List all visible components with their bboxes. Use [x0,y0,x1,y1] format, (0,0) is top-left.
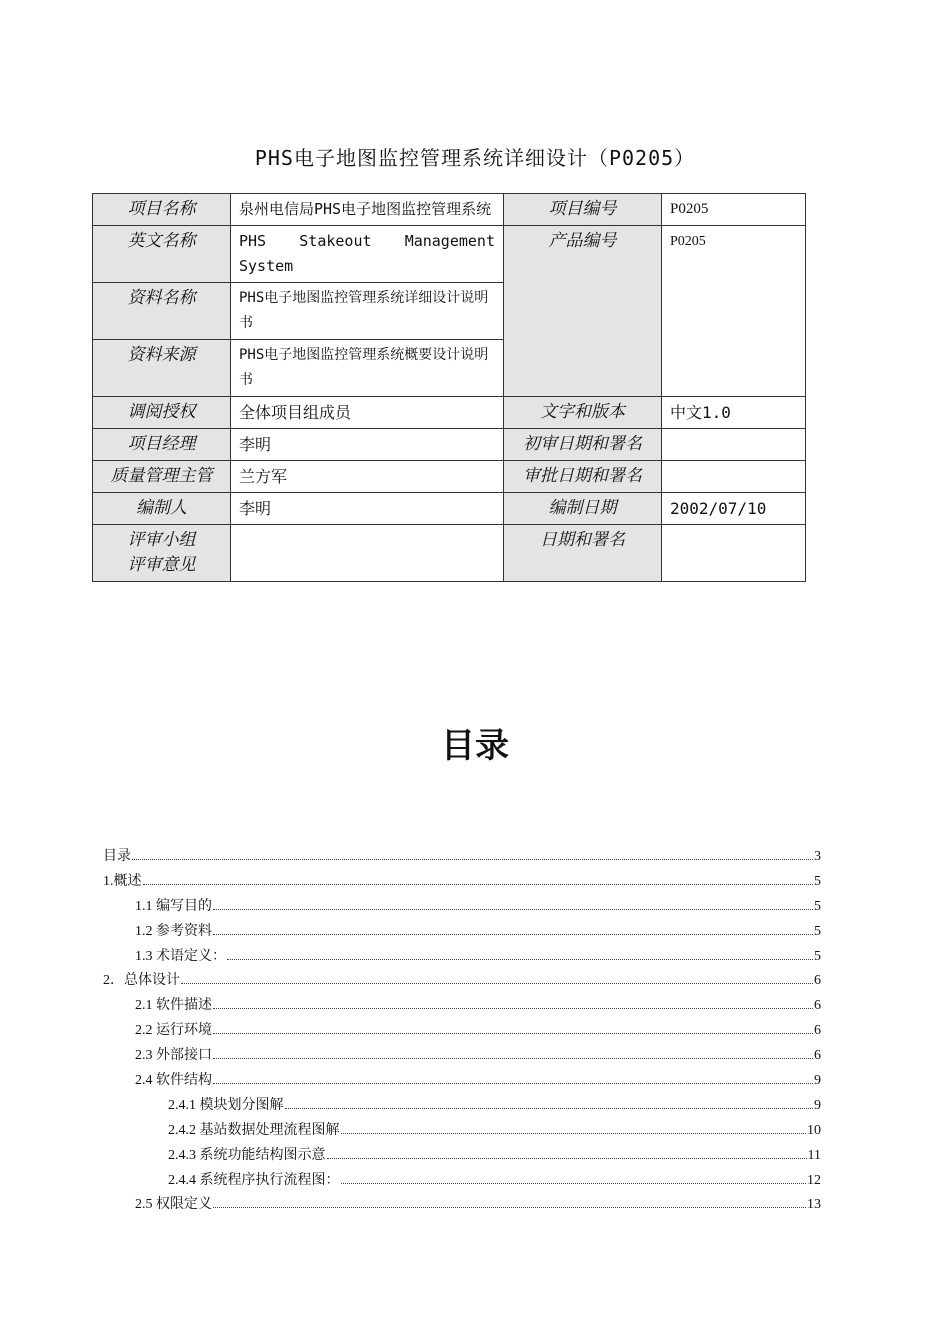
toc-entry-page: 12 [807,1172,821,1188]
toc-entry[interactable] [103,893,821,918]
english-name-line-2: System [239,257,294,275]
toc-entry-page: 6 [814,998,821,1014]
qa-value: 兰方军 [231,461,504,493]
table-of-contents [103,843,821,1216]
doc-name-value: PHS电子地图监控管理系统详细设计说明书 [231,283,504,340]
english-name-value [231,226,504,283]
table-row [93,429,806,461]
toc-leader-dots [213,1017,813,1034]
toc-entry[interactable] [103,943,821,968]
table-row [93,493,806,525]
english-name-word: Management [404,232,495,250]
doc-source-label: 资料来源 [93,340,231,397]
toc-leader-dots [227,943,813,960]
toc-entry[interactable] [103,1067,821,1092]
toc-entry-page: 11 [807,1147,821,1163]
toc-leader-dots [143,868,814,885]
project-no-label: 项目编号 [504,194,662,226]
toc-entry-title: 2.3 外部接口 [135,1048,212,1064]
toc-entry-page: 6 [814,973,821,989]
sign-date-value [662,525,806,582]
edit-date-label: 编制日期 [504,493,662,525]
toc-entry-title: 2.2 运行环境 [135,1023,212,1039]
project-name-value: 泉州电信局PHS电子地图监控管理系统 [231,194,504,226]
english-name-word: PHS [239,232,267,250]
review-group-label [93,525,231,582]
toc-leader-dots [213,1067,813,1084]
doc-name-label: 资料名称 [93,283,231,340]
table-row [93,226,806,283]
pm-value: 李明 [231,429,504,461]
toc-leader-dots [213,893,813,910]
toc-entry[interactable] [103,1092,821,1117]
toc-entry-page: 3 [814,849,821,864]
toc-leader-dots [327,1142,807,1159]
toc-entry[interactable] [103,1017,821,1042]
project-info-table [92,193,806,582]
lang-version-value: 中文1.0 [662,397,806,429]
approval-value [662,461,806,493]
toc-entry-title: 2.4.3 系统功能结构图示意 [168,1147,326,1163]
toc-entry-page: 13 [807,1197,821,1213]
toc-entry-page: 5 [814,898,821,914]
toc-entry[interactable] [103,992,821,1017]
lang-version-label: 文字和版本 [504,397,662,429]
toc-entry-page: 10 [807,1122,821,1138]
toc-entry-title: 2.4.1 模块划分图解 [168,1097,284,1113]
table-row [93,461,806,493]
table-row [93,397,806,429]
toc-entry-title: 目录 [103,849,131,864]
access-label: 调阅授权 [93,397,231,429]
first-review-value [662,429,806,461]
toc-entry-page: 9 [814,1073,821,1089]
english-name-word: Stakeout [299,232,372,250]
english-name-label: 英文名称 [93,226,231,283]
toc-leader-dots [213,918,813,935]
toc-entry-title: 2.4.4 系统程序执行流程图： [168,1172,340,1188]
toc-entry-title: 2.1 软件描述 [135,998,212,1014]
toc-leader-dots [213,992,813,1009]
toc-entry-page: 5 [814,873,821,889]
review-opinion-value [231,525,504,582]
toc-entry-page: 6 [814,1048,821,1064]
review-group-label-line-1: 评审小组 [127,530,196,550]
pm-label: 项目经理 [93,429,231,461]
toc-entry[interactable] [103,843,821,868]
toc-entry-title: 1.1 编写目的 [135,898,212,914]
table-row [93,525,806,582]
toc-entry[interactable] [103,918,821,943]
sign-date-label: 日期和署名 [504,525,662,582]
document-title: PHS电子地图监控管理系统详细设计（P0205） [254,146,696,170]
toc-entry[interactable] [103,1142,821,1167]
toc-leader-dots [213,1042,813,1059]
toc-entry-title: 2.5 权限定义 [135,1197,212,1213]
table-row [93,194,806,226]
toc-leader-dots [285,1092,814,1109]
product-no-value: P0205 [662,226,806,397]
toc-entry[interactable] [103,967,821,992]
toc-entry-title: 1.2 参考资料 [135,923,212,939]
toc-leader-dots [181,967,813,984]
review-group-label-line-2: 评审意见 [127,555,196,575]
project-no-value: P0205 [662,194,806,226]
toc-entry[interactable] [103,1117,821,1142]
editor-label: 编制人 [93,493,231,525]
toc-entry[interactable] [103,868,821,893]
toc-entry-page: 6 [814,1023,821,1039]
toc-entry-page: 5 [814,948,821,964]
toc-leader-dots [132,843,813,860]
toc-entry-title: 1.3 术语定义： [135,948,226,964]
english-name-line-1 [239,229,495,254]
first-review-label: 初审日期和署名 [504,429,662,461]
toc-entry[interactable] [103,1042,821,1067]
product-no-label: 产品编号 [504,226,662,397]
toc-leader-dots [341,1167,807,1184]
toc-entry-page: 9 [814,1097,821,1113]
edit-date-value: 2002/07/10 [662,493,806,525]
qa-label: 质量管理主管 [93,461,231,493]
toc-entry[interactable] [103,1191,821,1216]
toc-leader-dots [213,1191,806,1208]
toc-leader-dots [341,1117,807,1134]
toc-title: 目录 [441,726,509,766]
doc-source-value: PHS电子地图监控管理系统概要设计说明书 [231,340,504,397]
toc-entry-title: 1.概述 [103,873,142,889]
project-name-label: 项目名称 [93,194,231,226]
toc-entry-page: 5 [814,923,821,939]
approval-label: 审批日期和署名 [504,461,662,493]
toc-entry-title: 2.4.2 基站数据处理流程图解 [168,1122,340,1138]
toc-entry[interactable] [103,1167,821,1192]
access-value: 全体项目组成员 [231,397,504,429]
toc-entry-title: 2.4 软件结构 [135,1073,212,1089]
editor-value: 李明 [231,493,504,525]
toc-entry-title: 2．总体设计 [103,973,180,989]
